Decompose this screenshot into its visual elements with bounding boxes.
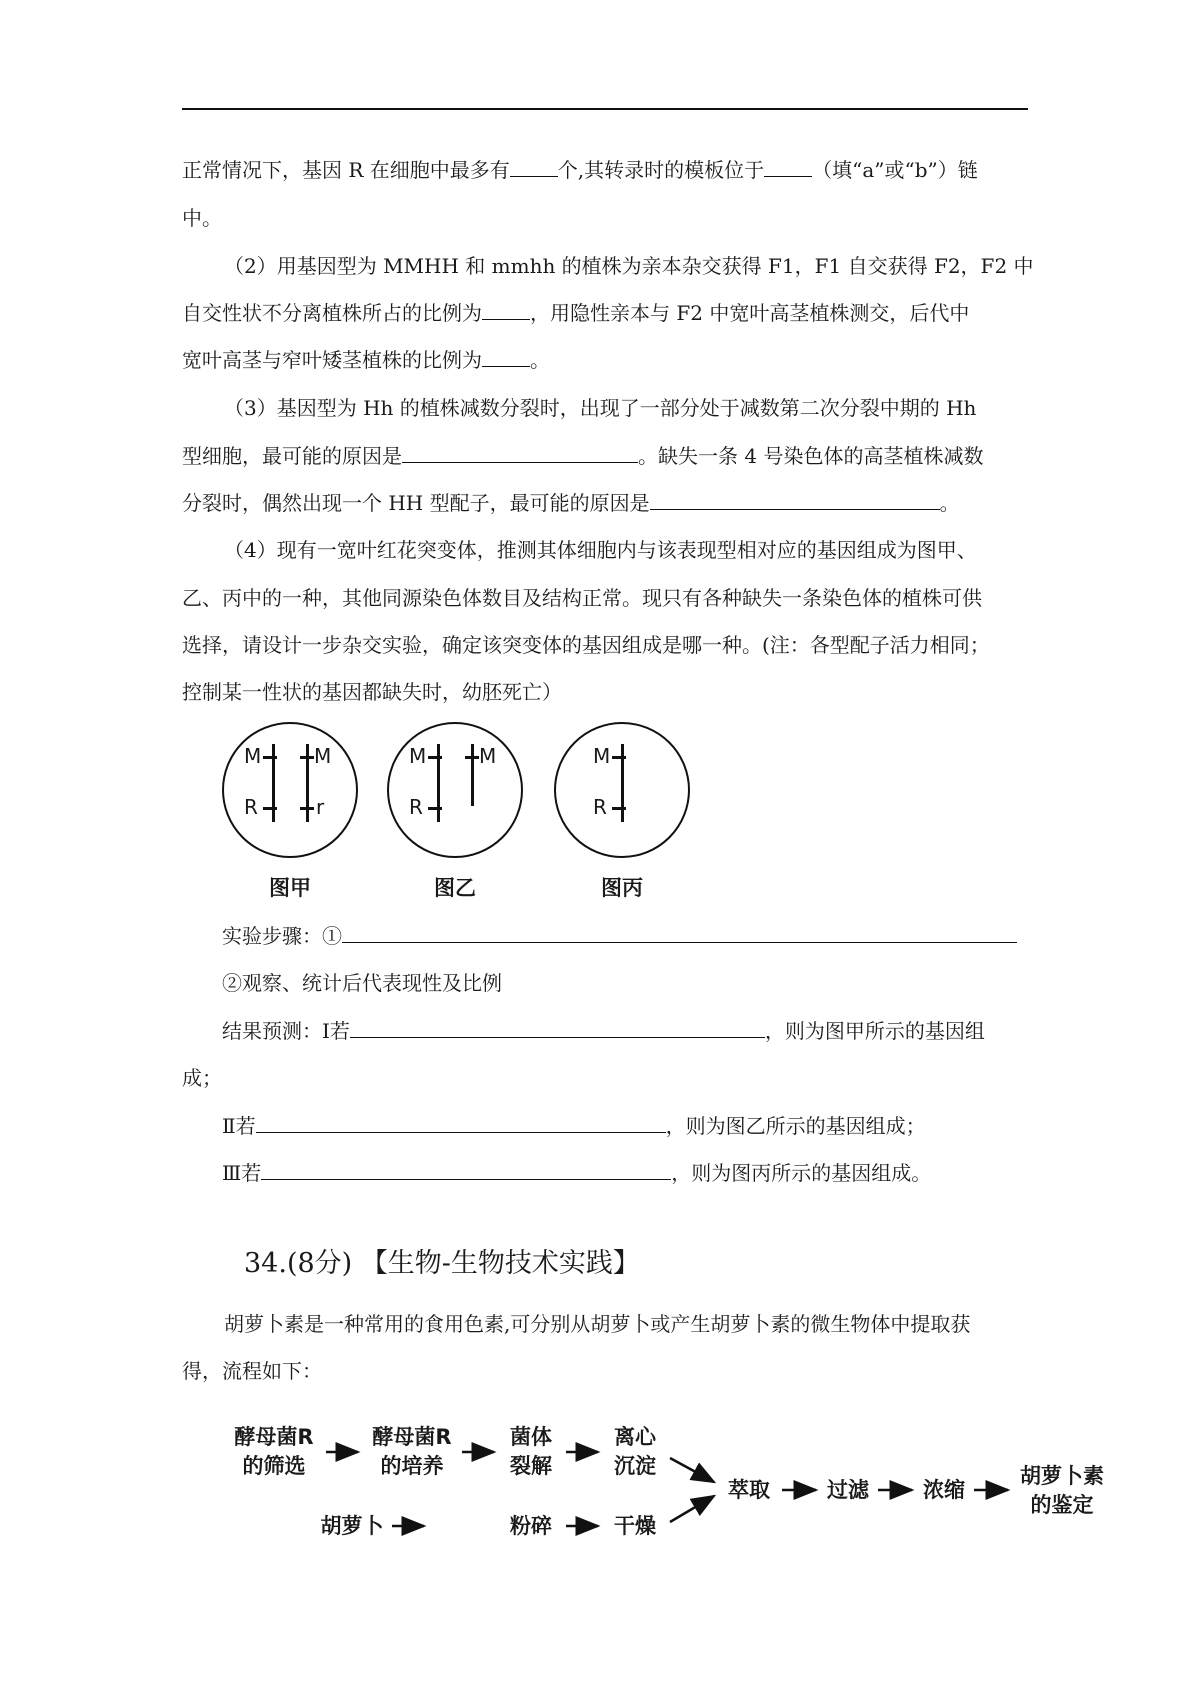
gene-marker [465, 756, 479, 759]
answer-blank[interactable] [256, 1112, 666, 1133]
q2-line-1: （2）用基因型为 MMHH 和 mmhh 的植株为亲本杂交获得 F1，F1 自交获得 F2，F2 中 [224, 254, 1034, 278]
cell-bing [554, 722, 690, 858]
node-yeast-screening: 酵母菌R 的筛选 [234, 1425, 314, 1478]
gene-marker [300, 807, 314, 810]
answer-blank[interactable] [510, 156, 558, 177]
q4-line-2: 乙、丙中的一种，其他同源染色体数目及结构正常。现只有各种缺失一条染色体的植株可供 [182, 586, 982, 610]
result-3-line: Ⅲ若 ，则为图丙所示的基因组成。 [222, 1161, 932, 1185]
node-crush: 粉碎 [510, 1514, 552, 1538]
gene-label-R: R [409, 795, 423, 819]
gene-label-M: M [314, 744, 332, 768]
gene-marker [428, 807, 442, 810]
q3-line-3: 分裂时，偶然出现一个 HH 型配子，最可能的原因是 。 [182, 491, 960, 515]
gene-label-R: R [593, 795, 607, 819]
result-2-line: Ⅱ若 ，则为图乙所示的基因组成； [222, 1114, 926, 1138]
answer-blank[interactable] [402, 442, 638, 463]
cell-yi [387, 722, 523, 858]
node-dry: 干燥 [614, 1514, 656, 1538]
answer-blank[interactable] [482, 299, 530, 320]
q34-intro-line-1: 胡萝卜素是一种常用的食用色素,可分别从胡萝卜或产生胡萝卜素的微生物体中提取获 [224, 1312, 971, 1336]
caption-bing: 图丙 [601, 876, 643, 900]
gene-label-M: M [593, 744, 611, 768]
answer-blank[interactable] [482, 346, 530, 367]
caption-yi: 图乙 [434, 876, 476, 900]
arrow-icon [670, 1496, 714, 1522]
chromosome-figure [222, 722, 702, 906]
node-cell-lysis: 菌体 裂解 [510, 1425, 552, 1478]
node-concentration: 浓缩 [923, 1478, 965, 1502]
node-filtration: 过滤 [827, 1478, 869, 1502]
node-yeast-culture: 酵母菌R 的培养 [372, 1425, 452, 1478]
q4-line-4: 控制某一性状的基因都缺失时，幼胚死亡） [182, 680, 562, 704]
extraction-flowchart [222, 1418, 1122, 1558]
q4-line-1: （4）现有一宽叶红花突变体，推测其体细胞内与该表现型相对应的基因组成为图甲、 [224, 538, 977, 562]
q4-line-3: 选择，请设计一步杂交实验，确定该突变体的基因组成是哪一种。(注：各型配子活力相同； [182, 633, 990, 657]
node-identification: 胡萝卜素 的鉴定 [1020, 1464, 1104, 1517]
gene-marker [263, 756, 277, 759]
question-34-heading: 34.(8分) 【生物-生物技术实践】 [244, 1248, 640, 1279]
gene-label-r: r [316, 795, 325, 819]
answer-blank[interactable] [261, 1159, 671, 1180]
q3-line-2: 型细胞，最可能的原因是 。缺失一条 4 号染色体的高茎植株减数 [182, 444, 984, 468]
answer-blank[interactable] [342, 922, 1017, 943]
q1-continuation-line: 正常情况下，基因 R 在细胞中最多有 个,其转录时的模板位于 （填“a”或“b”）链 [182, 158, 978, 182]
q3-line-1: （3）基因型为 Hh 的植株减数分裂时，出现了一部分处于减数第二次分裂中期的 Hh [224, 396, 977, 420]
q2-line-3: 宽叶高茎与窄叶矮茎植株的比例为 。 [182, 348, 550, 372]
q2-line-2: 自交性状不分离植株所占的比例为 ，用隐性亲本与 F2 中宽叶高茎植株测交，后代中 [182, 301, 970, 325]
caption-jia: 图甲 [269, 876, 311, 900]
gene-marker [263, 807, 277, 810]
cell-jia [222, 722, 358, 858]
result-1-line: 结果预测：Ⅰ若 ，则为图甲所示的基因组 [222, 1019, 985, 1043]
gene-marker [612, 756, 626, 759]
gene-marker [428, 756, 442, 759]
answer-blank[interactable] [764, 156, 812, 177]
answer-blank[interactable] [350, 1017, 765, 1038]
gene-label-R: R [244, 795, 258, 819]
gene-marker [612, 807, 626, 810]
header-rule [182, 108, 1028, 110]
arrow-icon [670, 1458, 714, 1482]
node-centrifuge: 离心 沉淀 [614, 1425, 656, 1478]
q34-intro-line-2: 得，流程如下： [182, 1359, 322, 1383]
step-1-line: 实验步骤：① [222, 922, 1028, 950]
node-extraction: 萃取 [728, 1478, 770, 1502]
step-2-line: ②观察、统计后代表现性及比例 [222, 971, 502, 995]
q1-end-line: 中。 [182, 206, 222, 230]
answer-blank[interactable] [650, 489, 940, 510]
gene-marker [300, 756, 314, 759]
gene-label-M: M [479, 744, 497, 768]
gene-label-M: M [244, 744, 262, 768]
chromosome-right-deleted [471, 744, 474, 806]
node-carrot: 胡萝卜 [320, 1514, 384, 1538]
result-1-end: 成； [182, 1066, 222, 1090]
gene-label-M: M [409, 744, 427, 768]
